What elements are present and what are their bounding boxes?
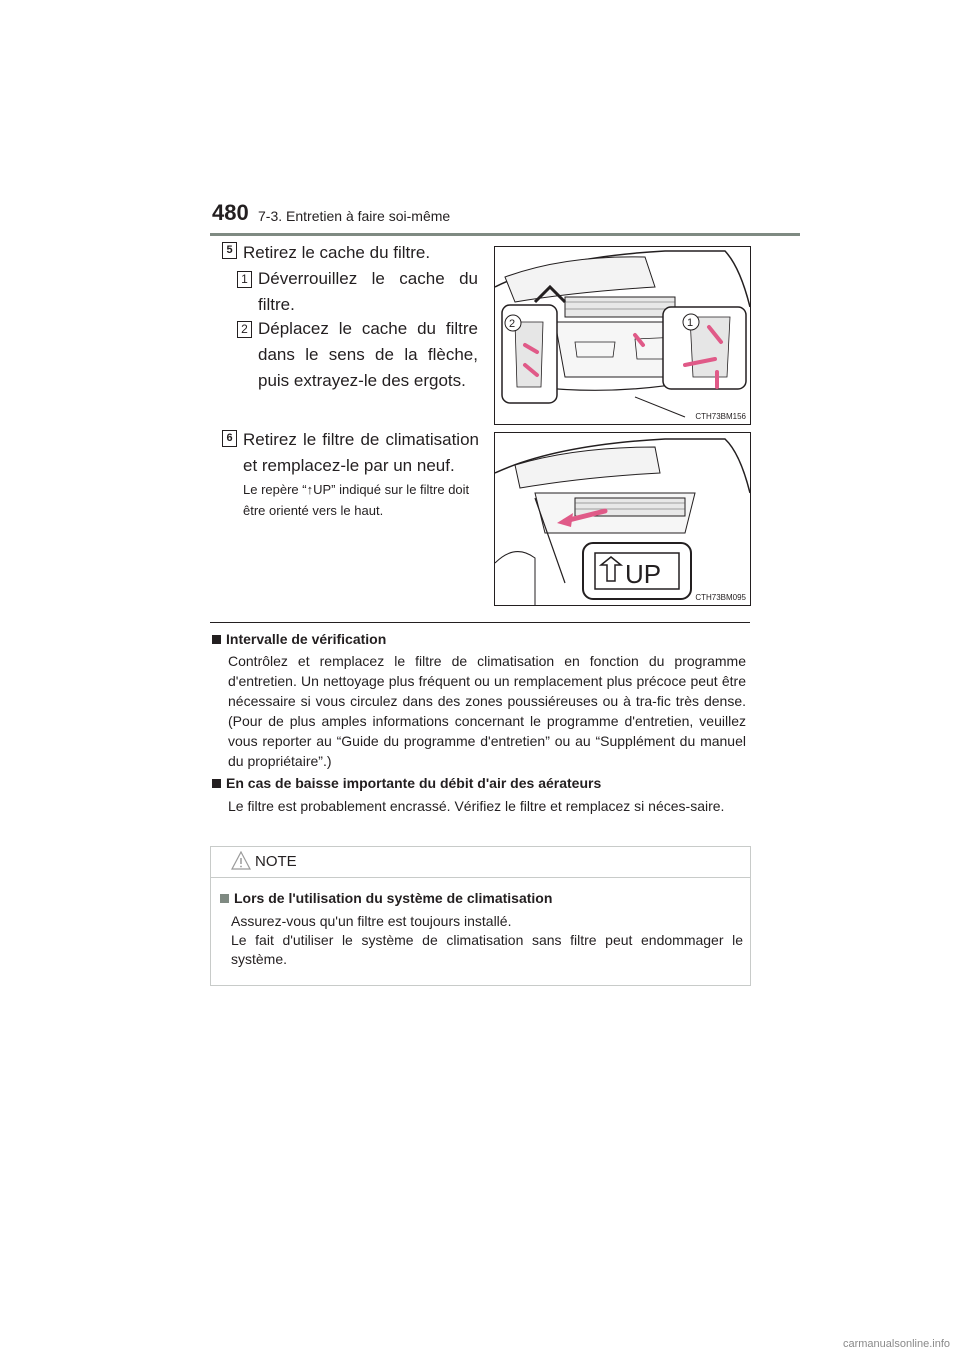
filter-replace-illustration — [495, 433, 750, 605]
note-heading — [220, 890, 552, 906]
step-5-number: 5 — [222, 242, 237, 259]
step-6-text: Retirez le filtre de climatisation et remplacez-le par un neuf. — [243, 430, 479, 475]
section-title: 7-3. Entretien à faire soi-même — [258, 208, 451, 224]
info-body-2: Le filtre est probablement encrassé. Vérifiez le filtre et remplacez si néces-saire. — [228, 798, 725, 814]
substep-1-number: 1 — [237, 271, 252, 288]
note-header — [211, 847, 750, 878]
up-label: UP — [625, 559, 662, 589]
figure-filter-replace — [494, 432, 751, 606]
callout-1: 1 — [687, 317, 694, 329]
filter-cover-illustration — [495, 247, 750, 424]
substep-2-number: 2 — [237, 321, 252, 338]
info-body-1: Contrôlez et remplacez le filtre de climatisation en fonction du programme d'entretien. Un nettoyage plus fréquent ou un remplacement plus précoce peut être nécessaire si vous circulez dans des zones poussiéreuses ou à tra-fic très dense. (Pour de plus amples informations concernant le programme d'entretien, veuillez vous reporter au “Guide du programme d'entretien” ou au “Supplément du manuel du propriétaire”.) — [228, 653, 746, 769]
step-6-number: 6 — [222, 430, 237, 447]
page-number: 480 — [212, 200, 249, 225]
substep-1-text: Déverrouillez le cache du filtre. — [258, 269, 478, 314]
substep-2-text: Déplacez le cache du filtre dans le sens de la flèche, puis extrayez-le des ergots. — [258, 319, 478, 390]
warning-icon — [231, 851, 251, 875]
watermark: carmanualsonline.info — [842, 1338, 950, 1350]
header-rule — [210, 233, 800, 236]
note-box — [210, 846, 751, 986]
bullet-square-icon — [212, 635, 221, 644]
section-divider — [210, 622, 750, 623]
figure-code-1: CTH73BM156 — [695, 412, 746, 421]
note-label: NOTE — [255, 853, 297, 870]
step-6-note: Le repère “↑UP” indiqué sur le filtre doit être orienté vers le haut. — [243, 482, 470, 518]
info-heading-2 — [212, 775, 601, 791]
figure-code-2: CTH73BM095 — [695, 593, 746, 602]
note-body-line-1: Assurez-vous qu'un filtre est toujours installé. — [231, 913, 512, 929]
figure-filter-cover — [494, 246, 751, 425]
info-heading-1-text: Intervalle de vérification — [226, 631, 387, 647]
info-heading-2-text: En cas de baisse importante du débit d'air des aérateurs — [226, 775, 602, 791]
bullet-square-icon — [220, 894, 229, 903]
note-body-line-2: Le fait d'utiliser le système de climatisation sans filtre peut endommager le système. — [231, 932, 743, 967]
step-5-text: Retirez le cache du filtre. — [243, 243, 431, 262]
info-heading-1 — [212, 631, 386, 647]
bullet-square-icon — [212, 779, 221, 788]
callout-2: 2 — [509, 318, 516, 330]
note-body — [231, 912, 743, 969]
note-heading-text: Lors de l'utilisation du système de climatisation — [234, 890, 553, 906]
